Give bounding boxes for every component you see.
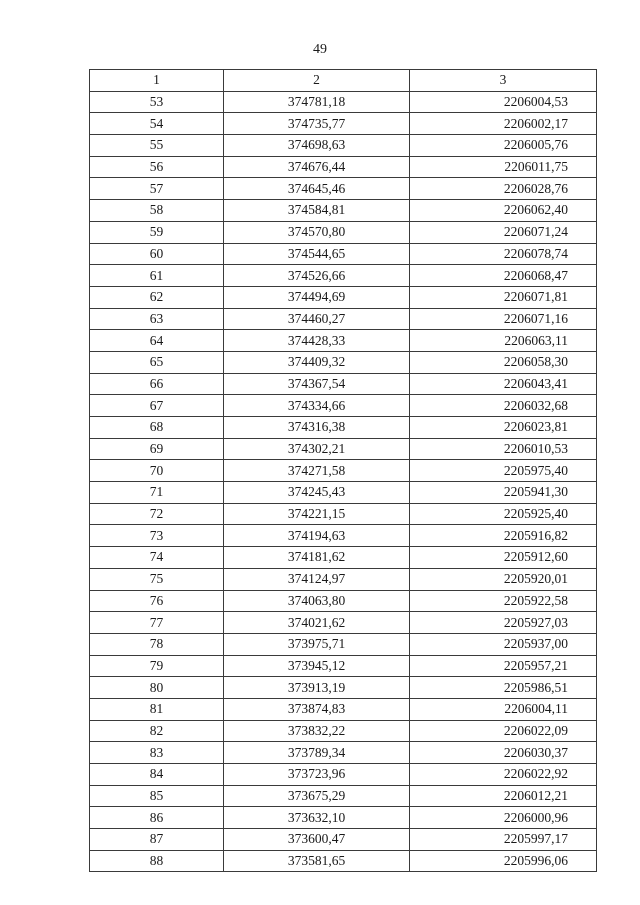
y-coordinate-cell: 2205927,03 [410, 612, 597, 634]
table-row [90, 568, 597, 590]
point-number-cell: 85 [90, 785, 224, 807]
y-coordinate-cell: 2206043,41 [410, 373, 597, 395]
y-coordinate-cell: 2206022,92 [410, 764, 597, 786]
y-coordinate-cell: 2206058,30 [410, 351, 597, 373]
y-coordinate-cell: 2205997,17 [410, 829, 597, 851]
point-number-cell: 56 [90, 156, 224, 178]
x-coordinate-cell: 374063,80 [224, 590, 410, 612]
y-coordinate-cell: 2205957,21 [410, 655, 597, 677]
point-number-cell: 75 [90, 568, 224, 590]
y-coordinate-cell: 2206000,96 [410, 807, 597, 829]
x-coordinate-cell: 374735,77 [224, 113, 410, 135]
table-row [90, 417, 597, 439]
table-row [90, 655, 597, 677]
x-coordinate-cell: 374124,97 [224, 568, 410, 590]
table-row [90, 178, 597, 200]
y-coordinate-cell: 2205996,06 [410, 850, 597, 872]
point-number-cell: 69 [90, 438, 224, 460]
table-row [90, 395, 597, 417]
y-coordinate-cell: 2205920,01 [410, 568, 597, 590]
x-coordinate-cell: 374698,63 [224, 135, 410, 157]
point-number-cell: 80 [90, 677, 224, 699]
table-row [90, 265, 597, 287]
table-row [90, 113, 597, 135]
point-number-cell: 71 [90, 482, 224, 504]
x-coordinate-cell: 373945,12 [224, 655, 410, 677]
x-coordinate-cell: 374245,43 [224, 482, 410, 504]
table-row [90, 91, 597, 113]
x-coordinate-cell: 373874,83 [224, 698, 410, 720]
x-coordinate-cell: 374494,69 [224, 286, 410, 308]
point-number-cell: 59 [90, 221, 224, 243]
table-row [90, 850, 597, 872]
table-row [90, 525, 597, 547]
x-coordinate-cell: 373600,47 [224, 829, 410, 851]
point-number-cell: 83 [90, 742, 224, 764]
table-row [90, 373, 597, 395]
x-coordinate-cell: 374271,58 [224, 460, 410, 482]
x-coordinate-cell: 374645,46 [224, 178, 410, 200]
table-row [90, 243, 597, 265]
point-number-cell: 87 [90, 829, 224, 851]
y-coordinate-cell: 2206068,47 [410, 265, 597, 287]
point-number-cell: 61 [90, 265, 224, 287]
x-coordinate-cell: 373913,19 [224, 677, 410, 699]
point-number-cell: 72 [90, 503, 224, 525]
point-number-cell: 78 [90, 633, 224, 655]
table-row [90, 677, 597, 699]
x-coordinate-cell: 374526,66 [224, 265, 410, 287]
point-number-cell: 68 [90, 417, 224, 439]
point-number-cell: 58 [90, 200, 224, 222]
y-coordinate-cell: 2206023,81 [410, 417, 597, 439]
point-number-cell: 84 [90, 764, 224, 786]
x-coordinate-cell: 374181,62 [224, 547, 410, 569]
y-coordinate-cell: 2205922,58 [410, 590, 597, 612]
table-row [90, 135, 597, 157]
x-coordinate-cell: 374584,81 [224, 200, 410, 222]
table-header-row [90, 70, 597, 92]
table-row [90, 308, 597, 330]
table-row [90, 807, 597, 829]
x-coordinate-cell: 374302,21 [224, 438, 410, 460]
y-coordinate-cell: 2206010,53 [410, 438, 597, 460]
x-coordinate-cell: 374334,66 [224, 395, 410, 417]
x-coordinate-cell: 373675,29 [224, 785, 410, 807]
y-coordinate-cell: 2206078,74 [410, 243, 597, 265]
column-header-2: 2 [224, 70, 410, 92]
x-coordinate-cell: 374570,80 [224, 221, 410, 243]
y-coordinate-cell: 2205986,51 [410, 677, 597, 699]
x-coordinate-cell: 373581,65 [224, 850, 410, 872]
column-header-1: 1 [90, 70, 224, 92]
x-coordinate-cell: 374221,15 [224, 503, 410, 525]
page-number: 49 [313, 42, 327, 57]
point-number-cell: 67 [90, 395, 224, 417]
point-number-cell: 76 [90, 590, 224, 612]
table-row [90, 200, 597, 222]
point-number-cell: 55 [90, 135, 224, 157]
y-coordinate-cell: 2206011,75 [410, 156, 597, 178]
table-row [90, 482, 597, 504]
point-number-cell: 82 [90, 720, 224, 742]
table-row [90, 785, 597, 807]
x-coordinate-cell: 374676,44 [224, 156, 410, 178]
y-coordinate-cell: 2206062,40 [410, 200, 597, 222]
point-number-cell: 54 [90, 113, 224, 135]
x-coordinate-cell: 373632,10 [224, 807, 410, 829]
x-coordinate-cell: 374194,63 [224, 525, 410, 547]
x-coordinate-cell: 374544,65 [224, 243, 410, 265]
y-coordinate-cell: 2206002,17 [410, 113, 597, 135]
table-row [90, 438, 597, 460]
y-coordinate-cell: 2205975,40 [410, 460, 597, 482]
point-number-cell: 73 [90, 525, 224, 547]
y-coordinate-cell: 2205937,00 [410, 633, 597, 655]
coordinates-table [89, 69, 597, 872]
table-row [90, 286, 597, 308]
y-coordinate-cell: 2205912,60 [410, 547, 597, 569]
table-row [90, 330, 597, 352]
x-coordinate-cell: 373975,71 [224, 633, 410, 655]
table-row [90, 612, 597, 634]
y-coordinate-cell: 2206012,21 [410, 785, 597, 807]
table-row [90, 221, 597, 243]
point-number-cell: 60 [90, 243, 224, 265]
point-number-cell: 79 [90, 655, 224, 677]
table-row [90, 698, 597, 720]
table-body [90, 91, 597, 872]
y-coordinate-cell: 2206028,76 [410, 178, 597, 200]
point-number-cell: 81 [90, 698, 224, 720]
y-coordinate-cell: 2205916,82 [410, 525, 597, 547]
point-number-cell: 77 [90, 612, 224, 634]
table-row [90, 351, 597, 373]
x-coordinate-cell: 373723,96 [224, 764, 410, 786]
table-row [90, 503, 597, 525]
point-number-cell: 65 [90, 351, 224, 373]
table-row [90, 633, 597, 655]
x-coordinate-cell: 373789,34 [224, 742, 410, 764]
point-number-cell: 74 [90, 547, 224, 569]
x-coordinate-cell: 374409,32 [224, 351, 410, 373]
y-coordinate-cell: 2206032,68 [410, 395, 597, 417]
y-coordinate-cell: 2206005,76 [410, 135, 597, 157]
table-row [90, 720, 597, 742]
x-coordinate-cell: 374428,33 [224, 330, 410, 352]
point-number-cell: 57 [90, 178, 224, 200]
x-coordinate-cell: 374316,38 [224, 417, 410, 439]
table-row [90, 764, 597, 786]
x-coordinate-cell: 373832,22 [224, 720, 410, 742]
y-coordinate-cell: 2206071,16 [410, 308, 597, 330]
y-coordinate-cell: 2205925,40 [410, 503, 597, 525]
x-coordinate-cell: 374021,62 [224, 612, 410, 634]
table-row [90, 460, 597, 482]
point-number-cell: 63 [90, 308, 224, 330]
point-number-cell: 53 [90, 91, 224, 113]
y-coordinate-cell: 2206004,53 [410, 91, 597, 113]
table-row [90, 829, 597, 851]
y-coordinate-cell: 2206071,81 [410, 286, 597, 308]
point-number-cell: 66 [90, 373, 224, 395]
y-coordinate-cell: 2206004,11 [410, 698, 597, 720]
table-row [90, 590, 597, 612]
point-number-cell: 64 [90, 330, 224, 352]
point-number-cell: 62 [90, 286, 224, 308]
point-number-cell: 88 [90, 850, 224, 872]
point-number-cell: 86 [90, 807, 224, 829]
table-row [90, 742, 597, 764]
x-coordinate-cell: 374460,27 [224, 308, 410, 330]
y-coordinate-cell: 2206030,37 [410, 742, 597, 764]
table-row [90, 547, 597, 569]
table-row [90, 156, 597, 178]
y-coordinate-cell: 2206022,09 [410, 720, 597, 742]
column-header-3: 3 [410, 70, 597, 92]
point-number-cell: 70 [90, 460, 224, 482]
x-coordinate-cell: 374367,54 [224, 373, 410, 395]
y-coordinate-cell: 2206063,11 [410, 330, 597, 352]
y-coordinate-cell: 2205941,30 [410, 482, 597, 504]
y-coordinate-cell: 2206071,24 [410, 221, 597, 243]
x-coordinate-cell: 374781,18 [224, 91, 410, 113]
